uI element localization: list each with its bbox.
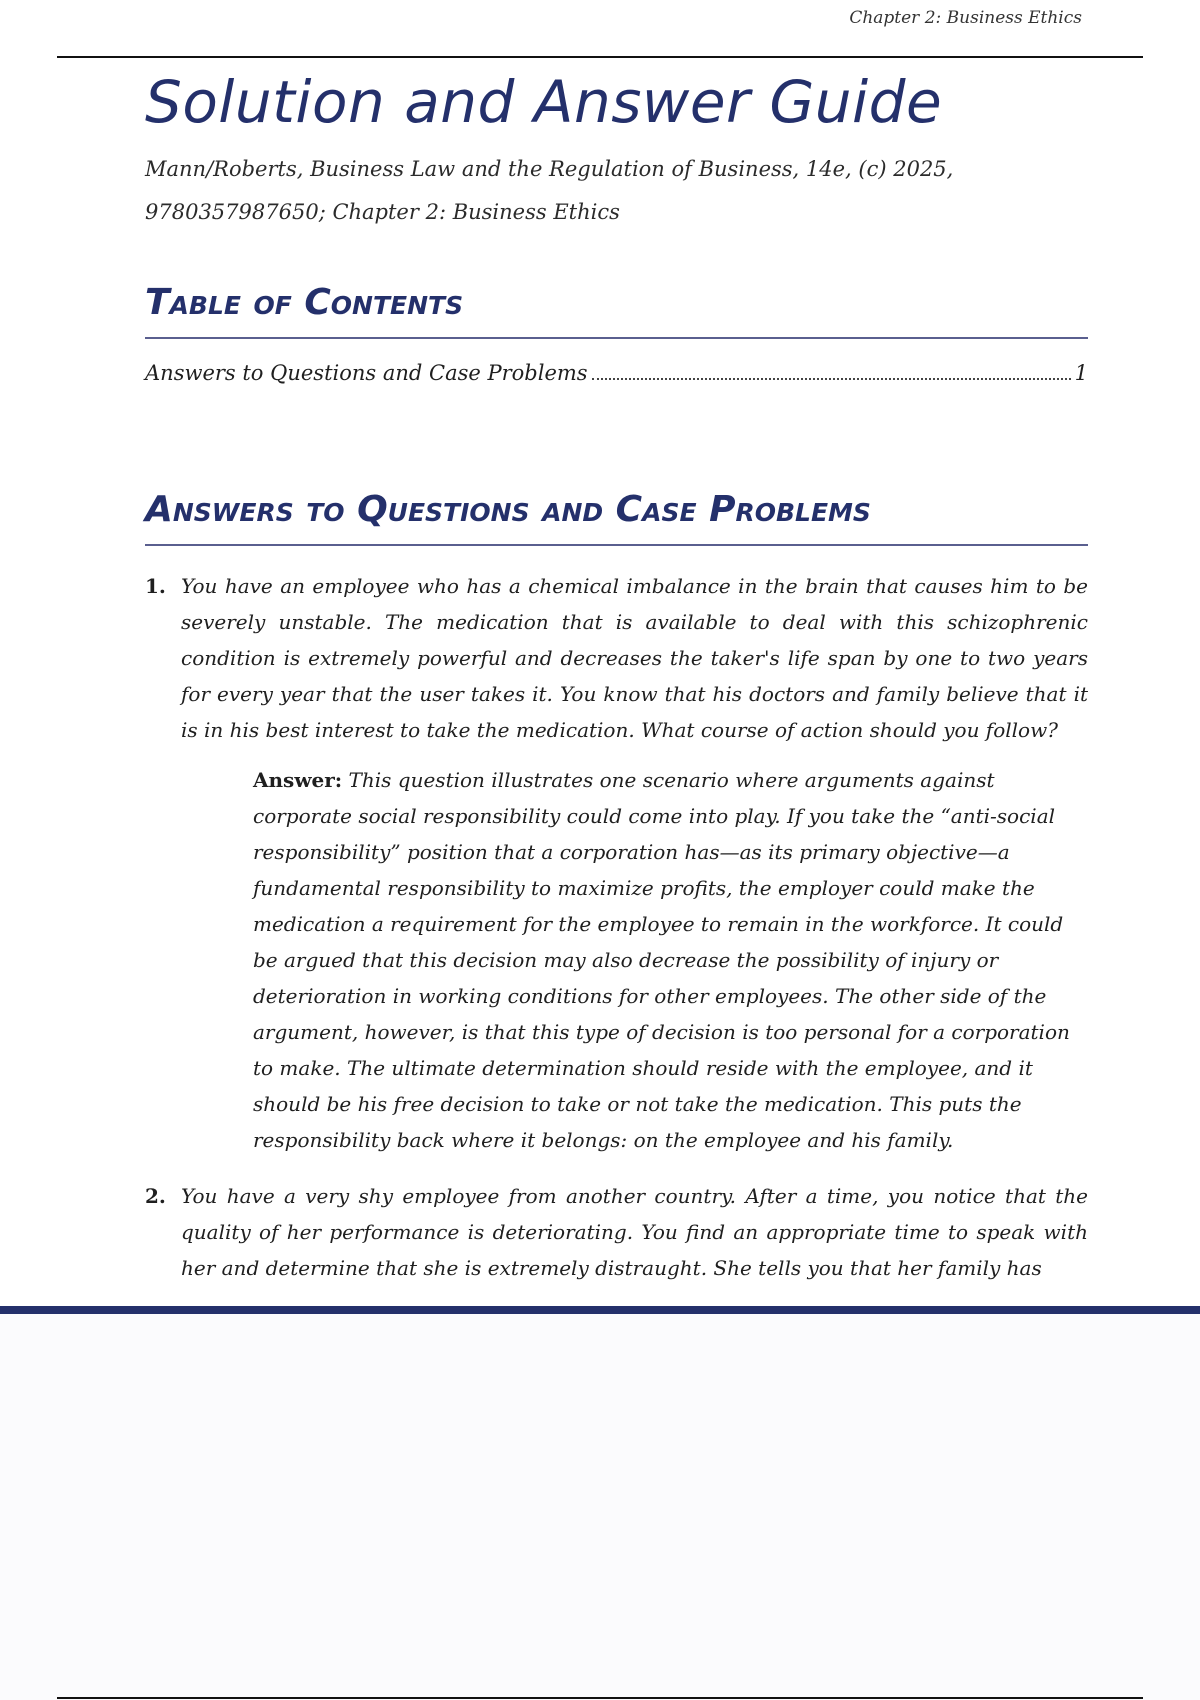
question-1	[145, 568, 1088, 748]
subtitle-line-1: Mann/Roberts, Business Law and the Regulation of Business, 14e, (c) 2025,	[145, 157, 954, 181]
question-number: 1.	[145, 574, 166, 598]
running-header: Chapter 2: Business Ethics	[849, 8, 1082, 28]
subtitle-line-2: 9780357987650; Chapter 2: Business Ethics	[145, 200, 620, 224]
answer-1	[253, 762, 1088, 1158]
answer-text: This question illustrates one scenario where arguments against corporate social responsibility could come into play. If you take the “anti-social responsibility” position that a corporation has—as its primary objective—a fundamental responsibility to maximize profits, the employer could make the medication a requirement for the employee to remain in the workforce. It could be argued that this decision may also decrease the possibility of injury or deterioration in working conditions for other employees. The other side of the argument, however, is that this type of decision is too personal for a corporation to make. The ultimate determination should reside with the employee, and it should be his free decision to take or not take the medication. This puts the responsibility back where it belongs: on the employee and his family.	[253, 768, 1070, 1152]
toc-heading: Table of Contents	[145, 282, 1088, 339]
page-break-bar	[0, 1306, 1200, 1314]
header-rule	[57, 56, 1143, 58]
toc-leader-dots	[592, 378, 1071, 380]
answers-section-heading: Answers to Questions and Case Problems	[145, 489, 1088, 546]
question-number: 2.	[145, 1184, 166, 1208]
document-title: Solution and Answer Guide	[145, 68, 943, 136]
document-subtitle	[145, 148, 1088, 234]
question-text: You have a very shy employee from another country. After a time, you notice that the quality of her performance is deteriorating. You find an appropriate time to speak with her and determine that she is extremely distraught. She tells you that her family has	[181, 1184, 1088, 1280]
answer-label: Answer:	[253, 768, 343, 792]
toc-entry[interactable]	[145, 361, 1088, 385]
toc-entry-label[interactable]: Answers to Questions and Case Problems	[145, 361, 588, 385]
toc-entry-page: 1	[1074, 361, 1088, 385]
question-2	[145, 1178, 1088, 1286]
next-page-area	[0, 1314, 1200, 1700]
question-list	[145, 568, 1088, 1286]
question-text: You have an employee who has a chemical imbalance in the brain that causes him to be severely unstable. The medication that is available to deal with this schizophrenic condition is extremely powerful and decreases the taker's life span by one to two years for every year that the user takes it. You know that his doctors and family believe that it is in his best interest to take the medication. What course of action should you follow?	[181, 574, 1088, 742]
bottom-rule	[57, 1697, 1143, 1699]
page-content	[145, 60, 1088, 1286]
